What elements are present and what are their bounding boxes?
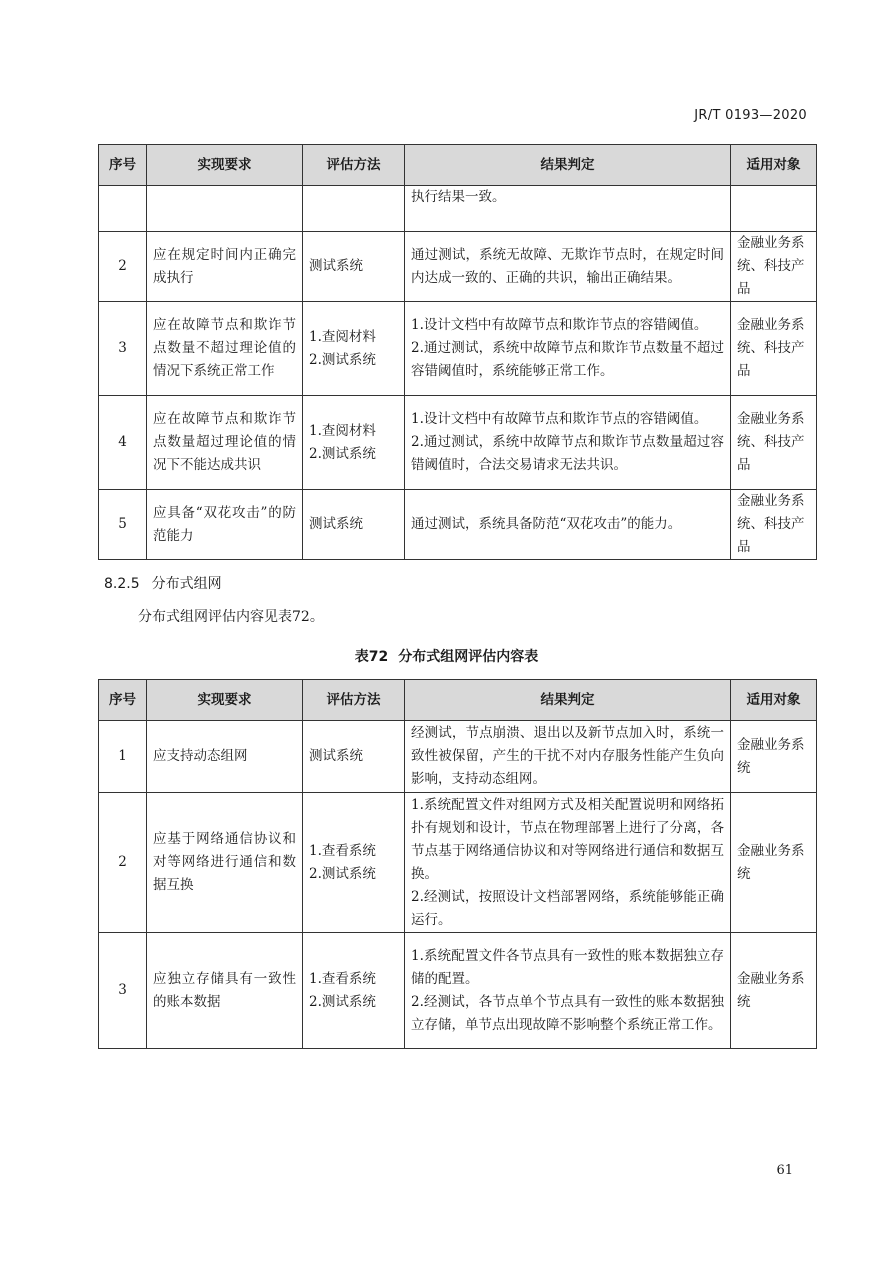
cell-no: 1 xyxy=(99,721,147,793)
method-line: 1.查阅材料 xyxy=(309,328,376,345)
cell-method xyxy=(303,186,405,232)
table-row xyxy=(99,933,817,1049)
cell-result: 经测试，节点崩溃、退出以及新节点加入时，系统一致性被保留，产生的干扰不对内存服务性能产生负向影响，支持动态组网。 xyxy=(405,721,731,793)
cell-target: 金融业务系统 xyxy=(731,721,817,793)
cell-no: 3 xyxy=(99,933,147,1049)
header-result: 结果判定 xyxy=(405,145,731,186)
table-header-row xyxy=(99,145,817,186)
cell-result: 通过测试，系统无故障、无欺诈节点时，在规定时间内达成一致的、正确的共识，输出正确结果。 xyxy=(405,232,731,302)
section-title: 分布式组网 xyxy=(151,576,222,592)
method-line: 2.测试系统 xyxy=(309,993,376,1010)
table-row xyxy=(99,490,817,560)
table-header-row xyxy=(99,680,817,721)
cell-no: 5 xyxy=(99,490,147,560)
evaluation-table-continued xyxy=(98,144,817,560)
cell-requirement xyxy=(147,186,303,232)
cell-result: 执行结果一致。 xyxy=(405,186,731,232)
cell-result xyxy=(405,302,731,396)
cell-no: 2 xyxy=(99,793,147,933)
table-row xyxy=(99,232,817,302)
method-line: 1.查阅材料 xyxy=(309,422,376,439)
header-no: 序号 xyxy=(99,145,147,186)
cell-requirement: 应在故障节点和欺诈节点数量超过理论值的情况下不能达成共识 xyxy=(147,396,303,490)
cell-method xyxy=(303,793,405,933)
cell-method: 测试系统 xyxy=(303,721,405,793)
cell-requirement: 应在规定时间内正确完成执行 xyxy=(147,232,303,302)
header-method: 评估方法 xyxy=(303,680,405,721)
result-line: 2.通过测试，系统中故障节点和欺诈节点数量超过容错阈值时，合法交易请求无法共识。 xyxy=(411,434,724,473)
cell-no xyxy=(99,186,147,232)
method-line: 1.查看系统 xyxy=(309,970,376,987)
document-code: JR/T 0193—2020 xyxy=(694,108,807,123)
method-line: 2.测试系统 xyxy=(309,351,376,368)
header-target: 适用对象 xyxy=(731,680,817,721)
cell-requirement: 应支持动态组网 xyxy=(147,721,303,793)
cell-no: 3 xyxy=(99,302,147,396)
cell-no: 2 xyxy=(99,232,147,302)
table-caption xyxy=(0,646,893,666)
distributed-network-table xyxy=(98,679,817,1049)
section-heading xyxy=(104,573,222,593)
table-row xyxy=(99,186,817,232)
table-row xyxy=(99,793,817,933)
cell-method: 测试系统 xyxy=(303,232,405,302)
cell-target xyxy=(731,186,817,232)
table-row xyxy=(99,721,817,793)
header-method: 评估方法 xyxy=(303,145,405,186)
cell-method: 测试系统 xyxy=(303,490,405,560)
cell-result xyxy=(405,793,731,933)
cell-method xyxy=(303,396,405,490)
method-line: 1.查看系统 xyxy=(309,842,376,859)
table-row xyxy=(99,302,817,396)
cell-requirement: 应基于网络通信协议和对等网络进行通信和数据互换 xyxy=(147,793,303,933)
method-line: 2.测试系统 xyxy=(309,445,376,462)
section-paragraph: 分布式组网评估内容见表72。 xyxy=(138,609,324,625)
cell-result xyxy=(405,396,731,490)
table-caption-title: 分布式组网评估内容表 xyxy=(398,649,539,665)
cell-requirement: 应在故障节点和欺诈节点数量不超过理论值的情况下系统正常工作 xyxy=(147,302,303,396)
header-requirement: 实现要求 xyxy=(147,145,303,186)
cell-target: 金融业务系统 xyxy=(731,933,817,1049)
header-no: 序号 xyxy=(99,680,147,721)
table-row xyxy=(99,396,817,490)
cell-result: 通过测试，系统具备防范“双花攻击”的能力。 xyxy=(405,490,731,560)
result-line: 1.系统配置文件对组网方式及相关配置说明和网络拓扑有规划和设计，节点在物理部署上进行了分离，各节点基于网络通信协议和对等网络进行通信和数据互换。 xyxy=(411,796,724,882)
header-requirement: 实现要求 xyxy=(147,680,303,721)
result-line: 2.经测试，各节点单个节点具有一致性的账本数据独立存储，单节点出现故障不影响整个系统正常工作。 xyxy=(411,993,724,1033)
cell-method xyxy=(303,302,405,396)
cell-requirement: 应具备“双花攻击”的防范能力 xyxy=(147,490,303,560)
section-number: 8.2.5 xyxy=(104,576,140,592)
cell-method xyxy=(303,933,405,1049)
result-line: 2.经测试，按照设计文档部署网络，系统能够能正确运行。 xyxy=(411,888,724,928)
cell-target: 金融业务系统、科技产品 xyxy=(731,232,817,302)
page-number: 61 xyxy=(776,1163,793,1178)
method-line: 2.测试系统 xyxy=(309,865,376,882)
cell-target: 金融业务系统、科技产品 xyxy=(731,490,817,560)
table-caption-label: 表72 xyxy=(354,649,389,665)
result-line: 1.系统配置文件各节点具有一致性的账本数据独立存储的配置。 xyxy=(411,947,724,987)
cell-target: 金融业务系统、科技产品 xyxy=(731,396,817,490)
cell-target: 金融业务系统 xyxy=(731,793,817,933)
cell-target: 金融业务系统、科技产品 xyxy=(731,302,817,396)
result-line: 1.设计文档中有故障节点和欺诈节点的容错阈值。 xyxy=(411,317,708,333)
cell-no: 4 xyxy=(99,396,147,490)
cell-result xyxy=(405,933,731,1049)
cell-requirement: 应独立存储具有一致性的账本数据 xyxy=(147,933,303,1049)
header-target: 适用对象 xyxy=(731,145,817,186)
result-line: 1.设计文档中有故障节点和欺诈节点的容错阈值。 xyxy=(411,411,708,427)
result-line: 2.通过测试，系统中故障节点和欺诈节点数量不超过容错阈值时，系统能够正常工作。 xyxy=(411,340,724,379)
header-result: 结果判定 xyxy=(405,680,731,721)
